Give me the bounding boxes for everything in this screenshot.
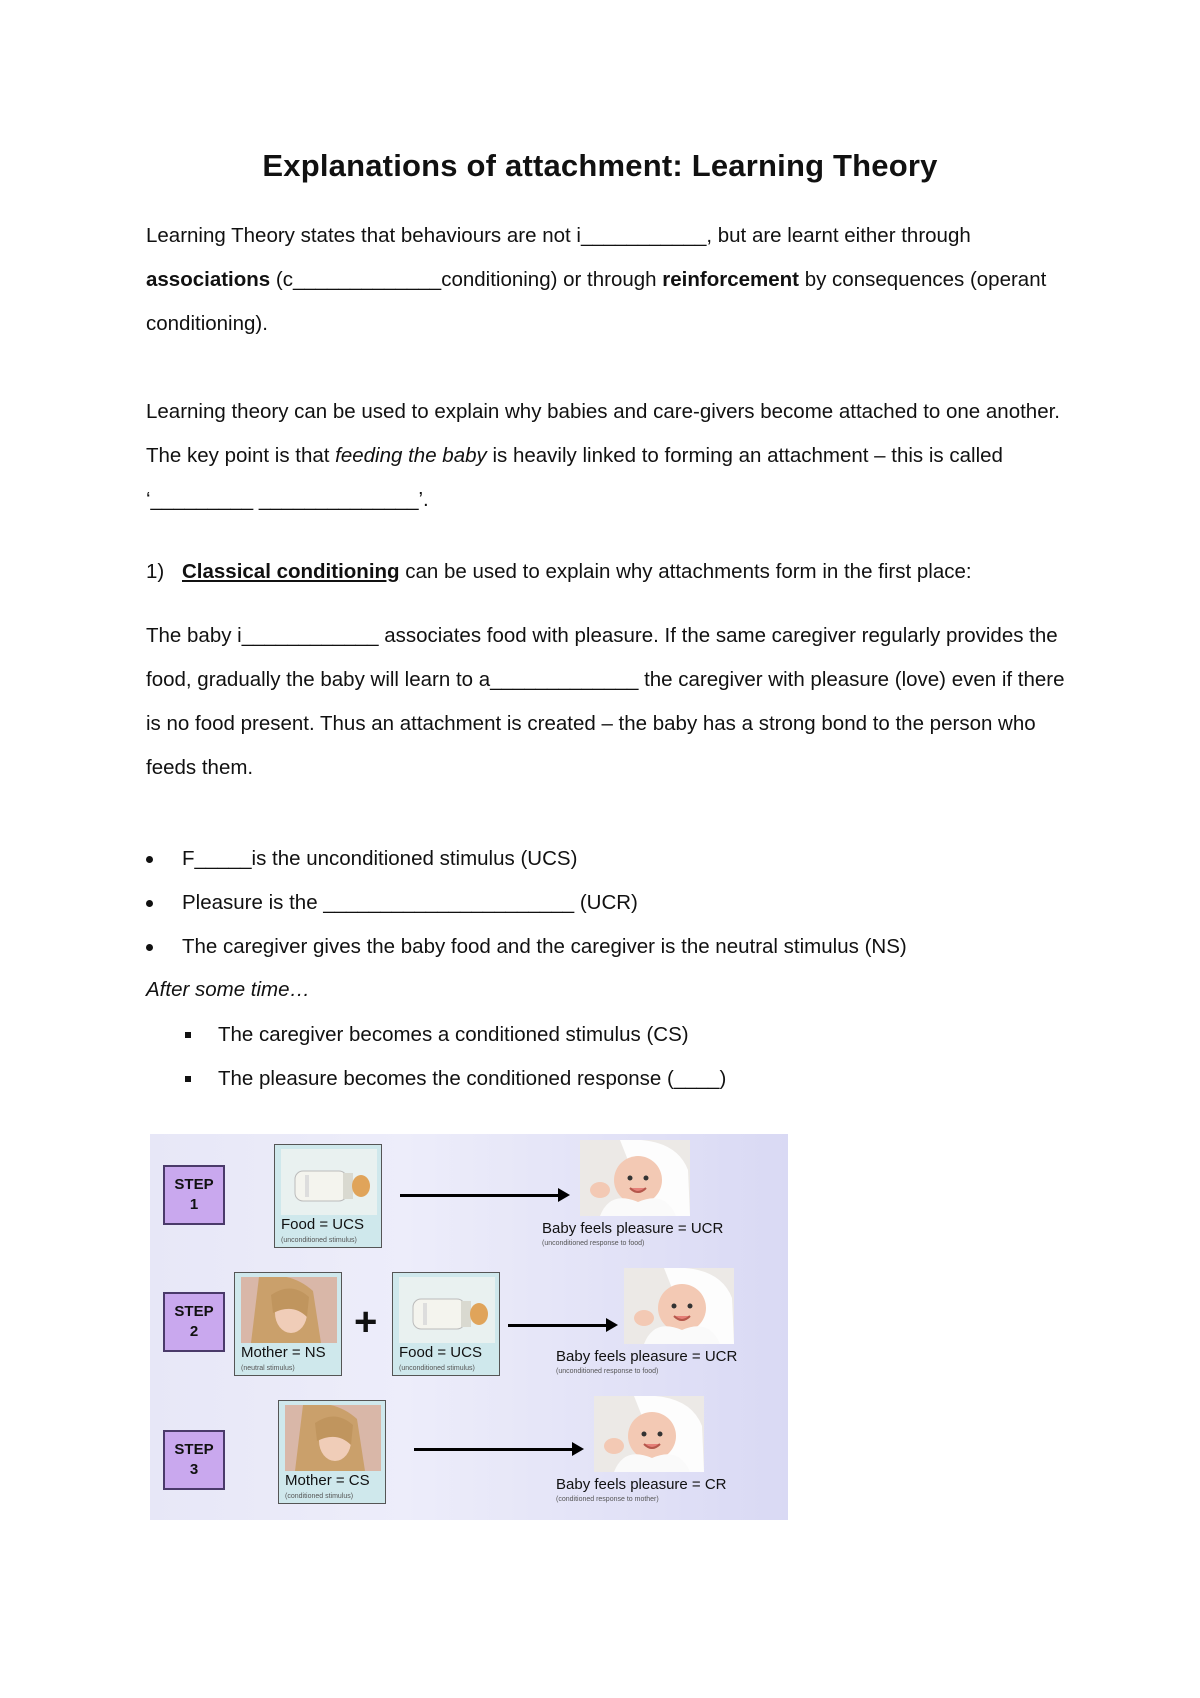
baby-bottle-icon [399,1277,495,1343]
list-item-text: The caregiver gives the baby food and the caregiver is the neutral stimulus (NS) [182,935,907,958]
classical-conditioning-heading [146,560,972,584]
classical-conditioning-diagram [150,1134,788,1520]
card-label: Mother = CS [285,1472,370,1489]
page-title: Explanations of attachment: Learning Theory [262,148,938,183]
step-number: 1 [189,1196,199,1213]
square-bullet-icon [185,1076,191,1082]
step-label: STEP [174,1303,214,1320]
result-label: Baby feels pleasure = UCR [556,1348,738,1365]
intro-paragraph [146,214,1066,346]
baby-image-icon [580,1140,690,1216]
step-2-badge [163,1292,225,1352]
step-3-badge [163,1430,225,1490]
bullet-icon [146,944,153,951]
list-item-text: Pleasure is the ______________________ (UCR) [182,891,638,914]
card-sublabel: (conditioned stimulus) [285,1493,354,1500]
card-label: Mother = NS [241,1344,326,1361]
intro-text-1: Learning Theory states that behaviours are not i___________, but are learnt either through [146,224,971,247]
heading-rest: can be used to explain why attachments form in the first place: [399,560,972,583]
result-sublabel: (conditioned response to mother) [556,1496,659,1503]
card-sublabel: (unconditioned stimulus) [399,1365,475,1372]
feeding-paragraph [146,390,1066,522]
step-label: STEP [174,1441,214,1458]
list-item-text: F_____is the unconditioned stimulus (UCS) [182,847,578,870]
step-number: 2 [189,1323,199,1340]
card-label: Food = UCS [281,1216,364,1233]
intro-text-2: (c_____________conditioning) or through [270,268,663,291]
baby-paragraph: The baby i____________ associates food with pleasure. If the same caregiver regularly provides the food, gradually the baby will learn to a_____________ the caregiver with pleasure (love) even if there is no food present. Thus an attachment is created – the baby has a strong bond to the person who feeds them. [146,624,1065,779]
heading-underlined: Classical conditioning [182,560,400,583]
arrow-icon [414,1448,574,1451]
result-sublabel: (unconditioned response to food) [556,1368,659,1375]
plus-icon: + [354,1300,378,1344]
reinforcement-bold: reinforcement [662,268,799,291]
result-sublabel: (unconditioned response to food) [542,1240,645,1247]
arrow-icon [400,1194,560,1197]
bullet-icon [146,856,153,863]
card-sublabel: (unconditioned stimulus) [281,1237,357,1244]
mother-image-icon [241,1277,337,1343]
baby-bottle-icon [281,1149,377,1215]
associations-bold: associations [146,268,271,291]
food-ucs-card [274,1144,382,1248]
result-label: Baby feels pleasure = UCR [542,1220,724,1237]
card-label: Food = UCS [399,1344,482,1361]
mother-ns-card [234,1272,342,1376]
after-some-time-label: After some time… [146,978,311,1001]
intro-text-3: by consequences (operant conditioning). [146,268,1047,335]
sub-list-item-text: The pleasure becomes the conditioned response (____) [218,1067,727,1090]
step-1-badge [163,1165,225,1225]
feeding-italic: feeding the baby [335,444,487,467]
baby-image-icon [624,1268,734,1344]
step-label: STEP [174,1176,214,1193]
square-bullet-icon [185,1032,191,1038]
arrow-icon [508,1324,608,1327]
heading-number: 1) [146,560,165,583]
baby-image-icon [594,1396,704,1472]
sub-list-item-text: The caregiver becomes a conditioned stimulus (CS) [218,1023,689,1046]
result-label: Baby feels pleasure = CR [556,1476,727,1493]
bullet-icon [146,900,153,907]
food-ucs-card [392,1272,500,1376]
feeding-text-1: Learning theory can be used to explain why babies and care-givers become attached to one another. The key point is that [146,400,1060,467]
mother-image-icon [285,1405,381,1471]
step-number: 3 [189,1461,199,1478]
card-sublabel: (neutral stimulus) [241,1365,295,1372]
feeding-text-2: is heavily linked to forming an attachment – this is called ‘_________ ______________’. [146,444,1003,511]
mother-cs-card [278,1400,386,1504]
